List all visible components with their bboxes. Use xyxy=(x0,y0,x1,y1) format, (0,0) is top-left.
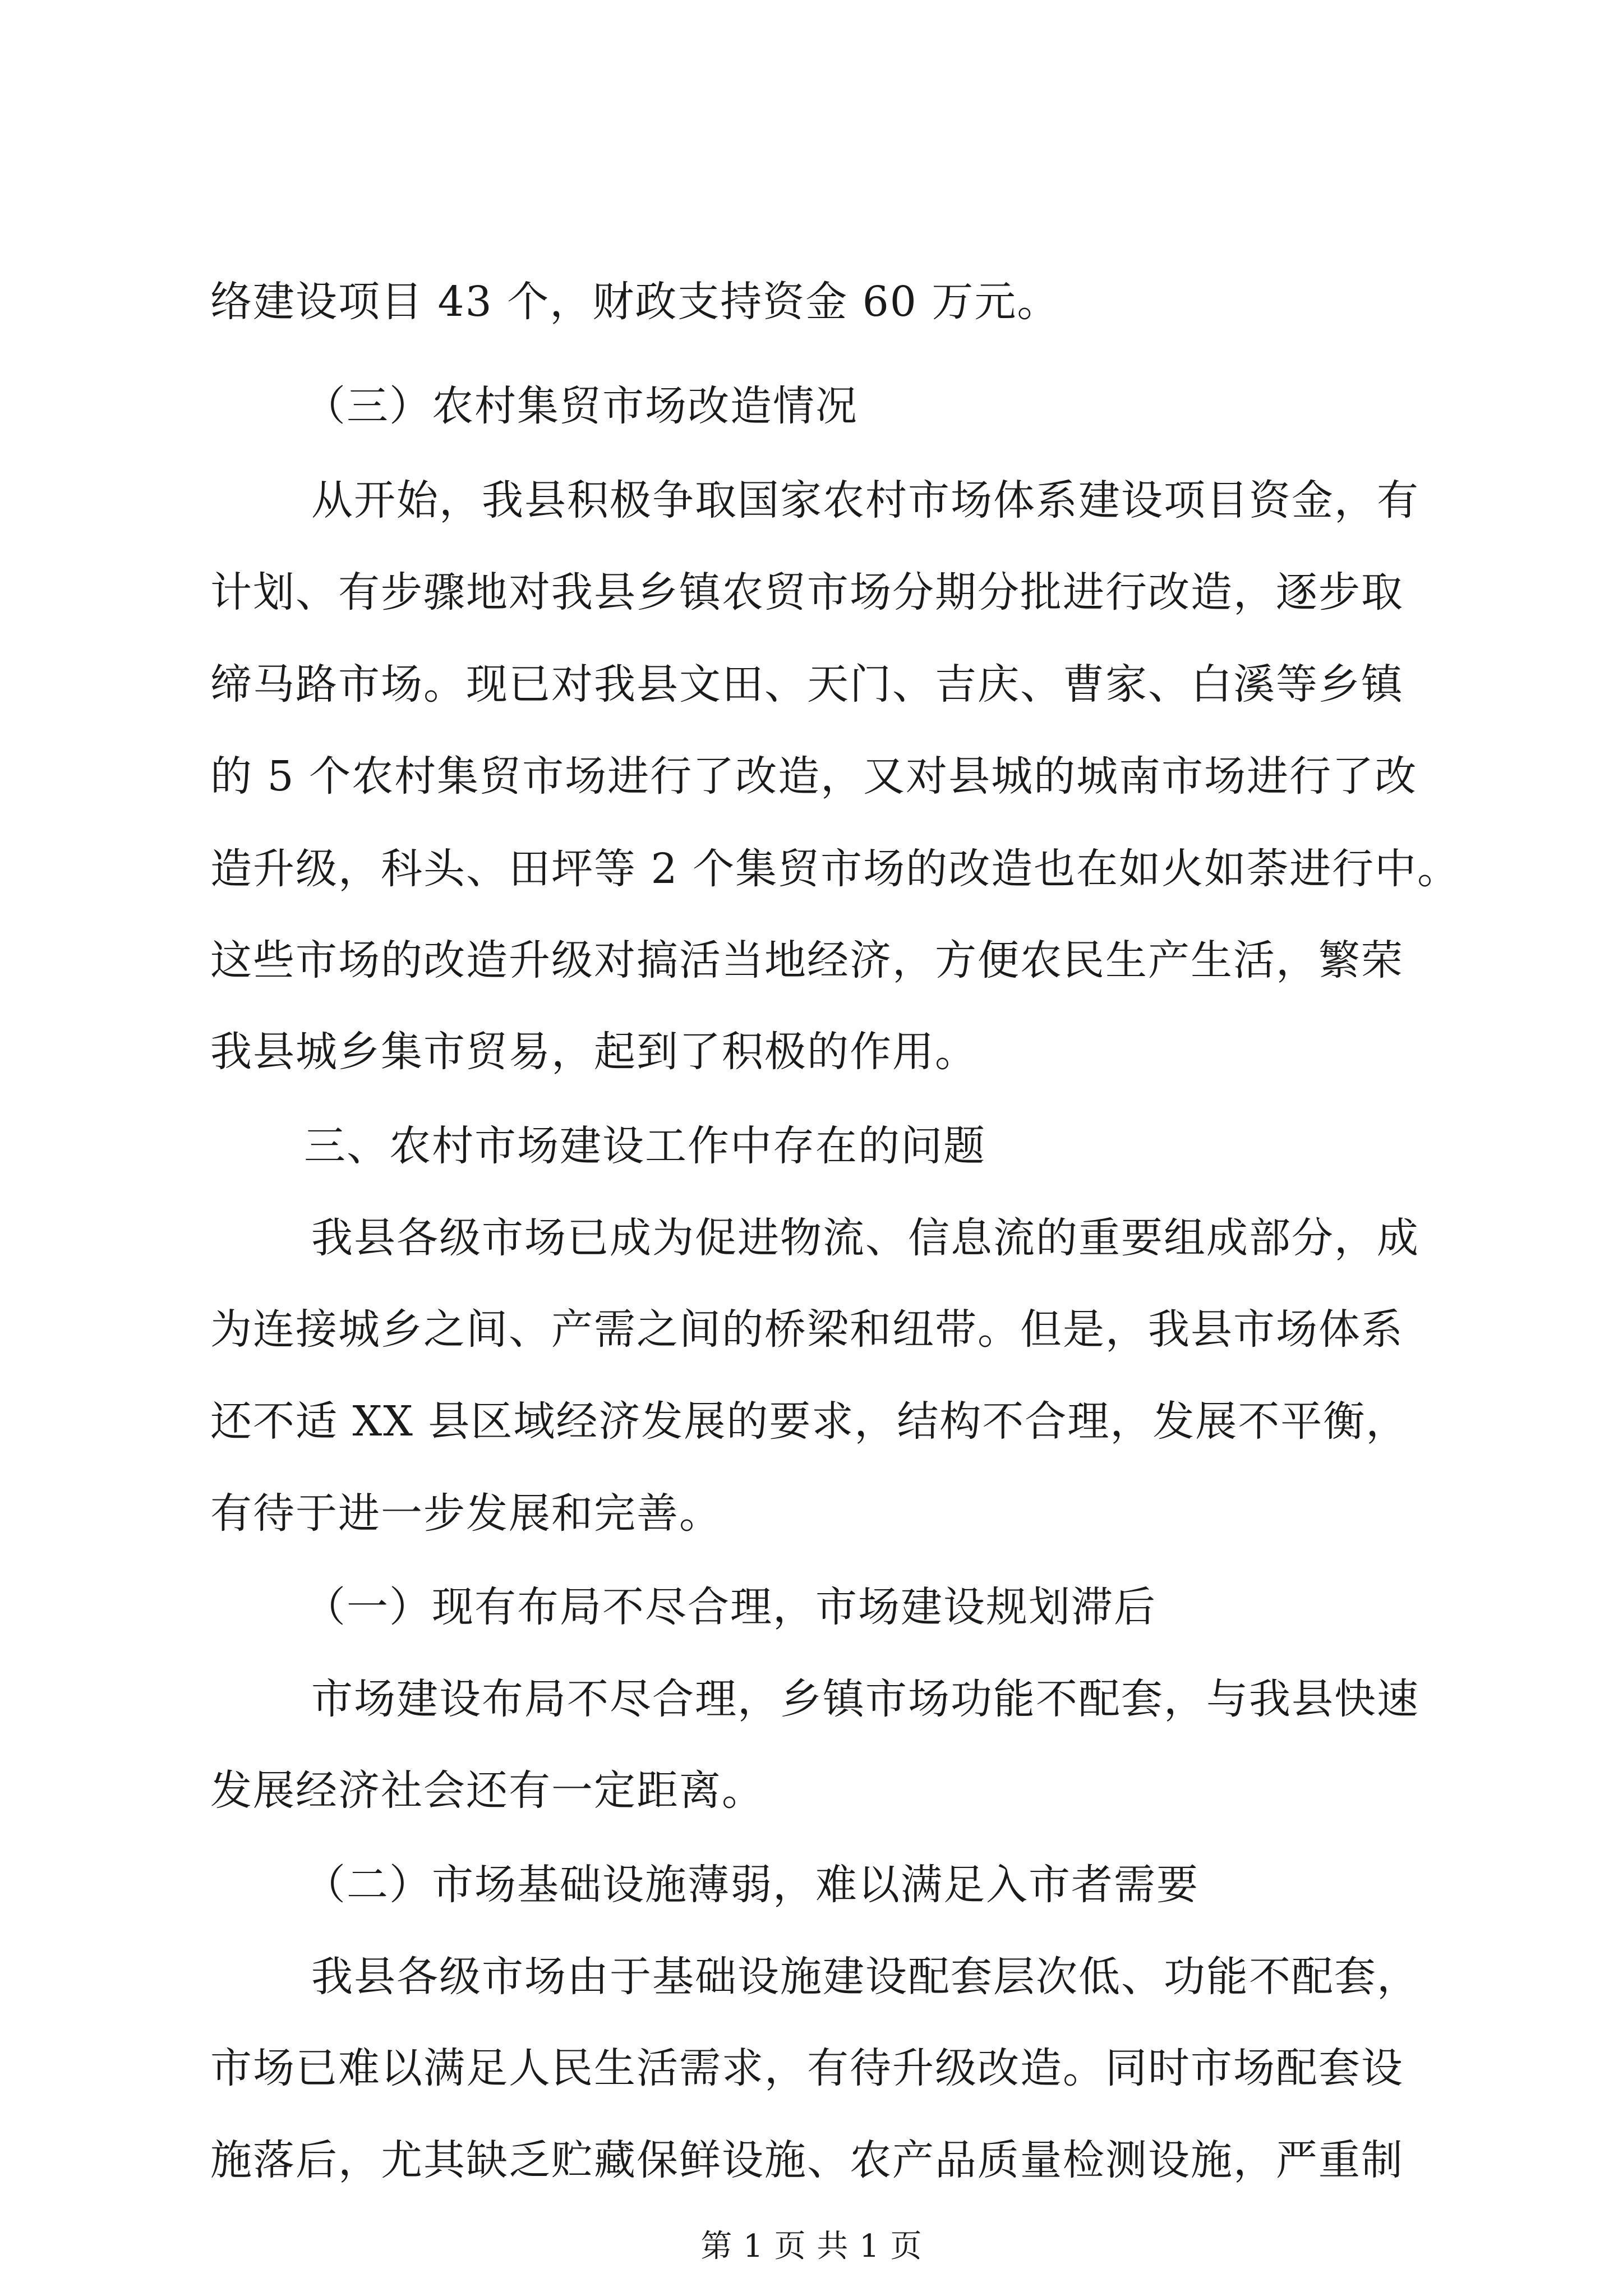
body-text-line: 计划、有步骤地对我县乡镇农贸市场分期分批进行改造，逐步取 xyxy=(210,568,1404,616)
page-footer xyxy=(0,2224,1623,2269)
body-text-line: 为连接城乡之间、产需之间的桥梁和纽带。但是，我县市场体系 xyxy=(210,1305,1404,1354)
subsection-heading: （二）市场基础设施薄弱，难以满足入市者需要 xyxy=(304,1861,1199,1909)
body-text-line: 我县城乡集市贸易，起到了积极的作用。 xyxy=(210,1028,978,1076)
body-text-line: 发展经济社会还有一定距离。 xyxy=(210,1766,764,1815)
body-text-line: 的 5 个农村集贸市场进行了改造，又对县城的城南市场进行了改 xyxy=(210,752,1418,800)
body-text-line: 市场已难以满足人民生活需求，有待升级改造。同时市场配套设 xyxy=(210,2044,1404,2092)
body-text-line: 还不适 XX 县区域经济发展的要求，结构不合理，发展不平衡， xyxy=(210,1397,1409,1446)
body-text-line: 络建设项目 43 个，财政支持资金 60 万元。 xyxy=(210,278,1060,326)
page-number-label: 第 1 页 共 1 页 xyxy=(700,2228,923,2265)
paragraph-first-line: 从开始，我县积极争取国家农村市场体系建设项目资金，有 xyxy=(311,476,1419,524)
paragraph-first-line: 我县各级市场由于基础设施建设配套层次低、功能不配套， xyxy=(311,1953,1419,2001)
body-text-line: 施落后，尤其缺乏贮藏保鲜设施、农产品质量检测设施，严重制 xyxy=(210,2136,1404,2184)
body-text-line: 这些市场的改造升级对搞活当地经济，方便农民生产生活，繁荣 xyxy=(210,936,1404,984)
subsection-heading: （一）现有布局不尽合理，市场建设规划滞后 xyxy=(304,1583,1156,1631)
body-text-line: 缔马路市场。现已对我县文田、天门、吉庆、曹家、白溪等乡镇 xyxy=(210,660,1404,708)
paragraph-first-line: 我县各级市场已成为促进物流、信息流的重要组成部分，成 xyxy=(311,1214,1419,1262)
section-heading: 三、农村市场建设工作中存在的问题 xyxy=(304,1122,986,1170)
paragraph-first-line: 市场建设布局不尽合理，乡镇市场功能不配套，与我县快速 xyxy=(311,1675,1419,1723)
body-text-line: 造升级，科头、田坪等 2 个集贸市场的改造也在如火如荼进行中。 xyxy=(210,845,1460,893)
subsection-heading: （三）农村集贸市场改造情况 xyxy=(304,382,858,430)
body-text-line: 有待于进一步发展和完善。 xyxy=(210,1489,722,1538)
